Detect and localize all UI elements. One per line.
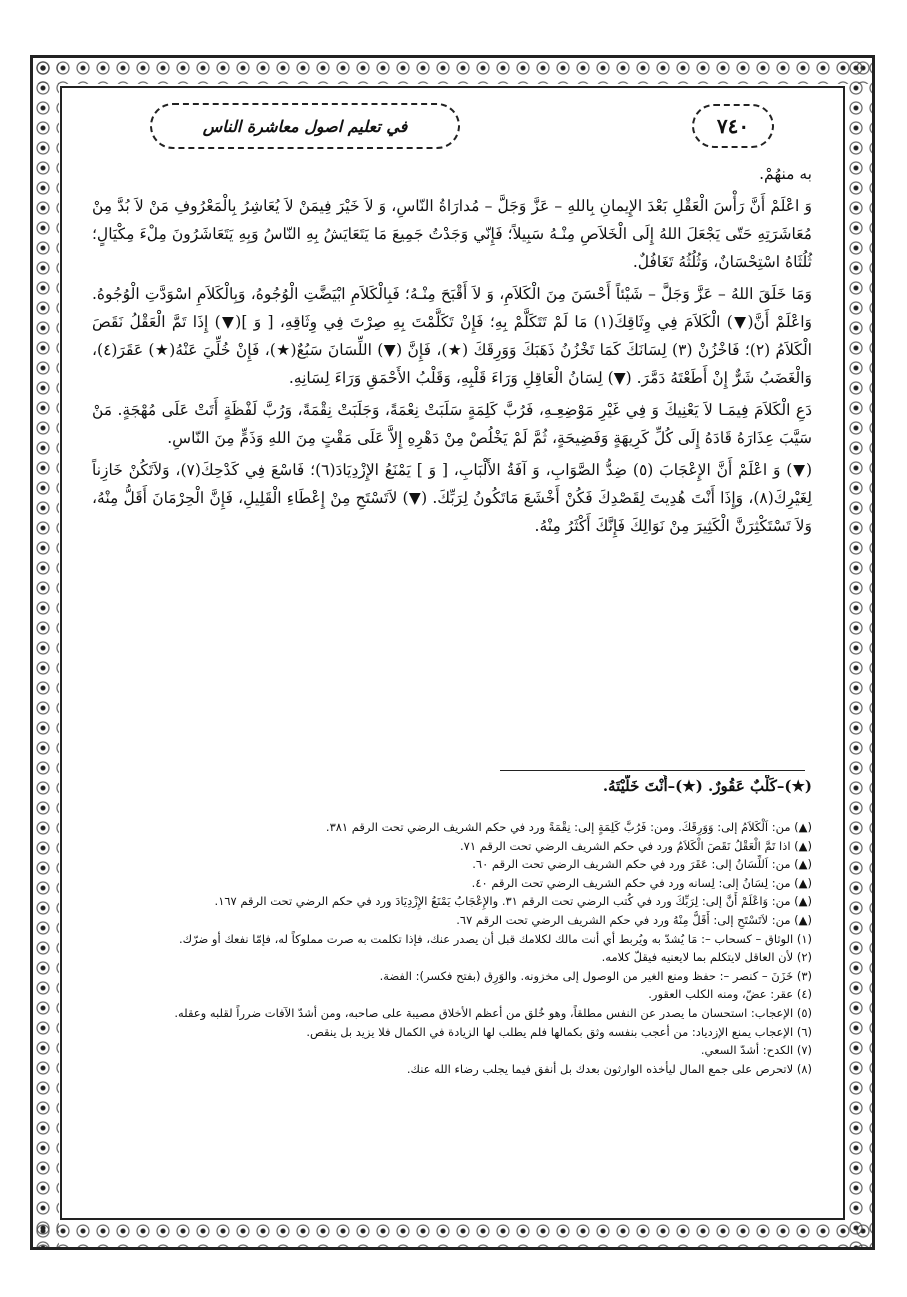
paragraph: (▼) وَ اعْلَمْ أَنَّ الإِعْجَابَ (٥) ضِدُّ الصَّوَابِ، وَ آفَةُ الأَلْبَابِ، [ وَ ] يَمْنَعُ الإِزْدِيَادَ(٦)؛ فَاسْعَ فِي كَدْحِكَ(٧)، وَلاَتَكُنْ خَازِناً لِغَيْرِكَ(٨)، وَإِذَا أَنْتَ هُدِيتَ لِقَصْدِكَ فَكُنْ أَخْشَعَ مَاتَكُونُ لِرَبِّكَ. (▼) لاَتَسْتَحِ مِنْ إِعْطَاءِ الْقَلِيلِ، فَإِنَّ الْحِرْمَانَ أَقَلُّ مِنْهُ، وَلاَ تَسْتَكْثِرَنَّ الْكَثِيرَ مِنْ نَوَالِكَ فَإِنَّكَ أَكْثَرُ مِنْهُ. <box>92 461 813 535</box>
footnote: (٦) الإعجاب يمنع الإزدياد: من أعجب بنفسه وثق بكمالها فلم يطلب لها الزيادة في الكمال فلا يزيد بل ينقص. <box>306 1024 812 1039</box>
paragraph: دَعِ الْكَلاَمَ فِيمَـا لاَ يَعْنِيكَ وَ فِي غَيْرِ مَوْضِعِـهِ، فَرُبَّ كَلِمَةٍ سَلَبَتْ نِعْمَةً، وَجَلَبَتْ نِقْمَةً، وَرُبَّ لَفْظَةٍ أَتَتْ عَلَى مُهْجَةٍ. مَنْ سَيَّبَ عِذَارَهُ قَادَهُ إِلَى كُلِّ كَرِيهَةٍ وَفَضِيحَةٍ، ثُمَّ لَمْ يَخْلُصْ مِنْ دَهْرِهِ إِلاَّ عَلَى مَقْتٍ مِنَ اللهِ وَذَمٍّ مِنَ النّاسِ. <box>92 401 812 447</box>
footnote: (▲) من: لِسَانُ إلى: لِسانه ورد في حكم الشريف الرضي تحت الرقم ٤٠. <box>471 875 812 890</box>
running-header-title: في تعليم اصول معاشرة الناس <box>150 103 460 149</box>
footnote: (▲) من: وَاعْلَمْ أَنَّ إلى: لِرَبِّكَ ورد في كُتب الرضي تحت الرقم ٣١. والإِعْجَابُ يَمْنَعُ الإِزْدِيَادَ ورد في حكم الرضي تحت الرقم ١٦٧. <box>214 894 812 909</box>
footnote: (٢) لأن العاقل لايتكلم بما لايعنيه فيقلّ كلامه. <box>601 950 812 965</box>
footnote: (٧) الكدح: أشدّ السعي. <box>700 1043 812 1058</box>
footnotes <box>92 818 812 1078</box>
footnote: (٥) الإعجاب: استحسان ما يصدر عن النفس مطلقاً، وهو خُلق من أعظم الأخلاق مصيبة على صاحبه، ومن أشدّ الآفات ضرراً لقلبه وعقله. <box>174 1005 812 1020</box>
paragraph: وَ اعْلَمْ أَنَّ رَأْسَ الْعَقْلِ بَعْدَ الإِيمانِ بِاللهِ – عَزَّ وَجَلَّ – مُدارَاةُ النّاسِ، وَ لاَ خَيْرَ فِيمَنْ لاَ يُعَاشِرُ بِالْمَعْرُوفِ مَنْ لاَ بُدَّ مِنْ مُعَاشَرَتِهِ حَتّى يَجْعَلَ اللهُ إِلَى الْخَلاَصِ مِنْـهُ سَبِيلاً؛ فَإِنّي وَجَدْتُ جَمِيعَ مَا يَتَعَايَشُ بِهِ النّاسُ وَبِهِ يَتَعَاشَرُونَ مِلْءَ مِكْيَالٍ؛ ثُلُثَاهُ اسْتِحْسَانٌ، وَثُلُثُهُ تَغَافُلٌ. <box>92 197 812 271</box>
footnote: (٤) عقر: عضّ، ومنه الكلب العقور. <box>648 987 812 1002</box>
footnote: (▲) اذا تَمَّ الْعَقْلُ نَقَصَ الْكَلاَمُ ورد في حكم الشريف الرضي تحت الرقم ٧١. <box>460 838 812 853</box>
main-text <box>92 160 812 544</box>
footnote-separator <box>500 770 805 771</box>
footnote: (١) الوثاق – كسحاب –: مَا يُشدّ به ويُربط أي أنت مالك لكلامك قبل أن يصدر عنك، فإذا تكلمت به صرت مملوكاً له، فإمّا نفعك أو ضرّك. <box>179 931 812 946</box>
paragraph: به منهُمْ. <box>759 165 812 183</box>
footnote: (▲) من: اَللِّسَانُ إلى: عَقَرَ ورد في حكم الشريف الرضي تحت الرقم ٦٠. <box>472 857 812 872</box>
footnote: (٣) خَزَنَ – كنصر –: حفظ ومنع الغير من الوصول إلى مخزونه. والوَرِق (بفتح فكسر): الفضة. <box>379 968 812 983</box>
star-note-line: (★)–كَلْبٌ عَقُورٌ. (★)–أُنْتَ خَلَّيْتَهُ. <box>602 777 812 795</box>
star-notes <box>92 775 812 797</box>
footnote: (▲) من: لاَتَسْتَحِ إلى: أَقَلُّ مِنْهُ ورد في حكم الشريف الرضي تحت الرقم ٦٧. <box>456 912 812 927</box>
footnote: (▲) من: اَلْكَلاَمُ إلى: وَوَرِقَكَ. ومن: فَرُبَّ كَلِمَةٍ إلى: نِقْمَةً ورد في حكم الشريف الرضي تحت الرقم ٣٨١. <box>325 820 812 834</box>
paragraph: وَمَا خَلَقَ اللهُ – عَزَّ وَجَلَّ – شَيْئاً أَحْسَنَ مِنَ الْكَلاَمِ، وَ لاَ أَقْبَحَ مِنْـهُ؛ فَبِالْكَلاَمِ ابْيَضَّتِ الْوُجُوهُ، وَبِالْكَلاَمِ اسْوَدَّتِ الْوُجُوهُ. وَاعْلَمْ أَنَّ(▼) الْكَلاَمَ فِي وِثَاقِكَ(١) مَا لَمْ تَتَكَلَّمْ بِهِ؛ فَإِنْ تَكَلَّمْتَ بِهِ صِرْتَ فِي وِثَاقِهِ، [ وَ ](▼) إِذَا تَمَّ الْعَقْلُ نَقَصَ الْكَلاَمُ (٢)؛ فَاخْزُنْ (٣) لِسَانَكَ كَمَا تَخْزُنُ ذَهَبَكَ وَوَرِقَكَ (★)، فَإِنَّ (▼) اللِّسَانَ سَبُعٌ(★)، فَإِنْ خُلِّيَ عَنْهُ(★) عَقَرَ(٤)، وَالْغَضَبُ شَرٌّ إِنْ أَطَعْتَهُ دَمَّرَ. (▼) لِسَانُ الْعَاقِلِ وَرَاءَ قَلْبِهِ، وَقَلْبُ الأَحْمَقِ وَرَاءَ لِسَانِهِ. <box>92 285 812 387</box>
page-number: ٧٤٠ <box>692 104 774 148</box>
footnote: (٨) لاتحرص على جمع المال ليأخذه الوارثون بعدك بل أنفق فيما يجلب رضاء الله عنك. <box>406 1061 812 1076</box>
